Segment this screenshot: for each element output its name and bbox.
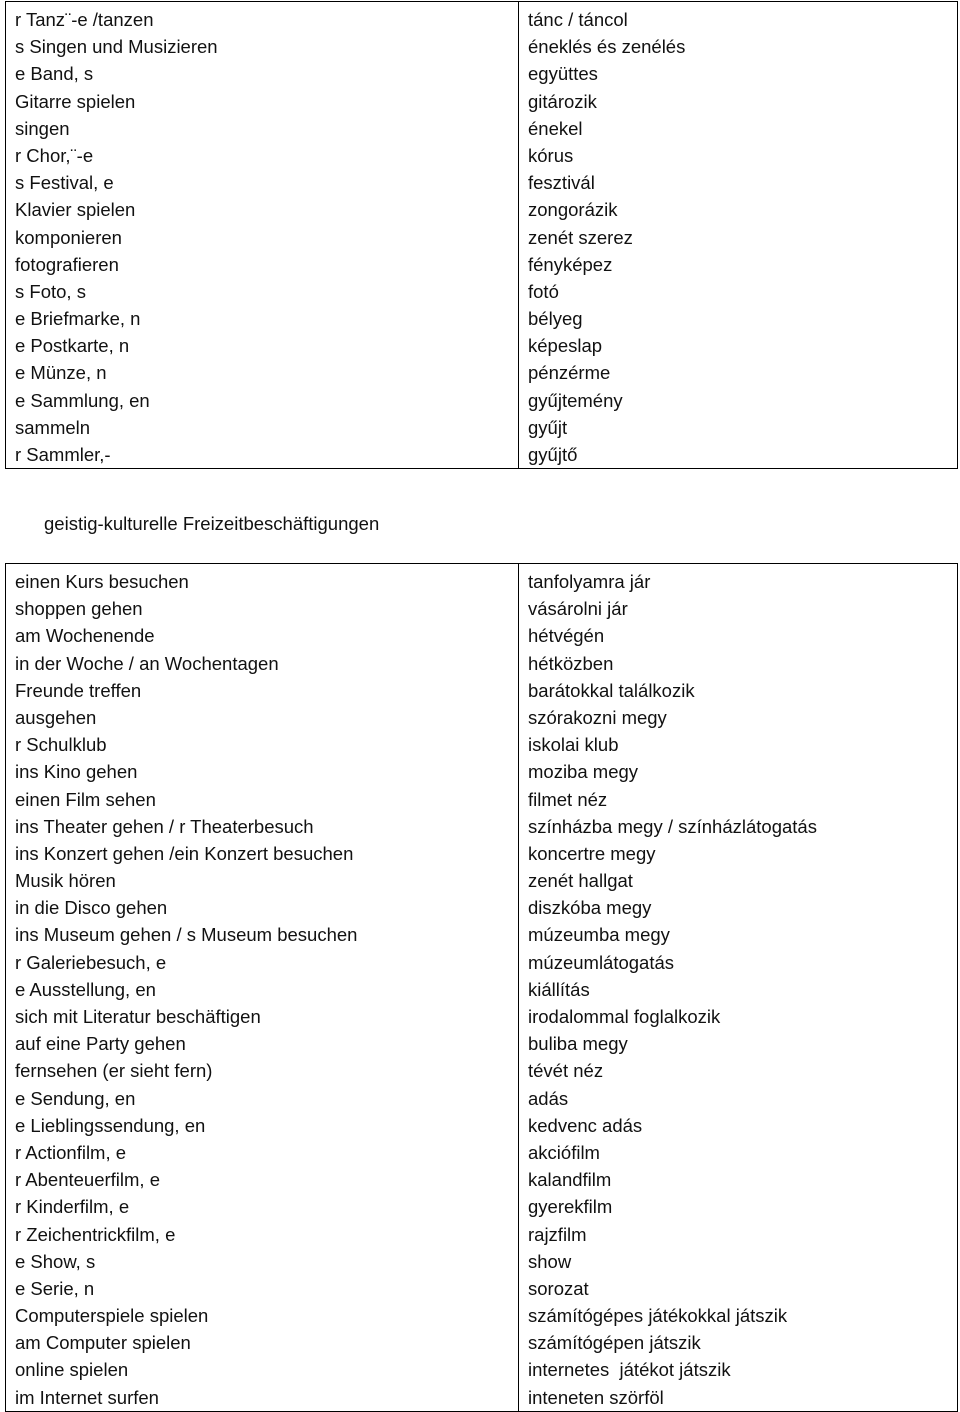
hungarian-term: éneklés és zenélés [528, 36, 686, 58]
hungarian-term: kedvenc adás [528, 1114, 643, 1136]
german-term: e Sendung, en [15, 1087, 136, 1109]
vocabulary-table-cultural [5, 563, 958, 1412]
german-term: r Abenteuerfilm, e [15, 1169, 160, 1191]
hungarian-term: énekel [528, 117, 583, 139]
hungarian-term: akciófilm [528, 1141, 600, 1163]
german-term: e Band, s [15, 63, 94, 85]
hungarian-term: tévét néz [528, 1060, 604, 1082]
german-term: r Schulklub [15, 734, 107, 756]
hungarian-term: gyerekfilm [528, 1196, 613, 1218]
german-term: ins Konzert gehen /ein Konzert besuchen [15, 842, 354, 864]
german-term: r Tanz¨-e /tanzen [15, 9, 154, 30]
german-term: in der Woche / an Wochentagen [15, 652, 279, 674]
hungarian-term: gyűjtő [528, 444, 578, 465]
section-heading: geistig-kulturelle Freizeitbeschäftigungen [44, 513, 380, 534]
hungarian-term: rajzfilm [528, 1223, 587, 1245]
hungarian-term: kiállítás [528, 978, 590, 1000]
hungarian-term: filmet néz [528, 788, 608, 810]
german-term: Musik hören [15, 870, 116, 892]
german-term: in die Disco gehen [15, 897, 168, 919]
german-term: am Wochenende [15, 625, 155, 647]
hungarian-term: hétvégén [528, 625, 605, 647]
hungarian-term: múzeumlátogatás [528, 951, 675, 973]
vocabulary-table-hobbies [5, 1, 958, 469]
german-term: e Münze, n [15, 362, 107, 384]
german-term: e Show, s [15, 1250, 96, 1272]
german-term: r Kinderfilm, e [15, 1196, 130, 1218]
german-term: auf eine Party gehen [15, 1033, 186, 1055]
german-term: e Serie, n [15, 1277, 95, 1299]
hungarian-column [519, 564, 958, 1412]
hungarian-term: adás [528, 1087, 569, 1109]
hungarian-term: színházba megy / színházlátogatás [528, 815, 817, 837]
german-term: r Chor,¨-e [15, 144, 94, 166]
hungarian-term: képeslap [528, 335, 603, 357]
german-term: r Zeichentrickfilm, e [15, 1223, 176, 1245]
german-term: einen Kurs besuchen [15, 571, 189, 592]
hungarian-term: tanfolyamra jár [528, 571, 651, 592]
german-term: am Computer spielen [15, 1332, 191, 1354]
german-term: e Postkarte, n [15, 335, 130, 357]
hungarian-term: tánc / táncol [528, 9, 628, 30]
german-term: singen [15, 117, 70, 139]
hungarian-term: vásárolni jár [528, 598, 628, 620]
german-term: Computerspiele spielen [15, 1305, 209, 1327]
hungarian-term: hétközben [528, 652, 614, 674]
german-term: einen Film sehen [15, 788, 156, 810]
hungarian-term: iskolai klub [528, 734, 619, 756]
hungarian-term: kalandfilm [528, 1169, 612, 1191]
hungarian-term: inteneten szörföl [528, 1386, 664, 1408]
german-term: e Sammlung, en [15, 389, 150, 411]
german-term: s Singen und Musizieren [15, 36, 218, 58]
german-term: e Ausstellung, en [15, 978, 156, 1000]
hungarian-term: sorozat [528, 1277, 589, 1299]
hungarian-term: gyűjt [528, 416, 568, 438]
german-term: ins Kino gehen [15, 761, 138, 783]
german-term: e Briefmarke, n [15, 308, 141, 330]
german-term: ausgehen [15, 706, 97, 728]
german-column [6, 564, 519, 1412]
hungarian-term: szórakozni megy [528, 706, 667, 728]
german-term: komponieren [15, 226, 122, 248]
german-term: fotografieren [15, 253, 119, 275]
hungarian-term: diszkóba megy [528, 897, 652, 919]
hungarian-term: fotó [528, 280, 559, 302]
german-column [6, 2, 519, 469]
hungarian-term: gitározik [528, 90, 597, 112]
german-term: r Actionfilm, e [15, 1141, 127, 1163]
german-term: s Festival, e [15, 172, 114, 194]
german-term: e Lieblingssendung, en [15, 1114, 206, 1136]
hungarian-term: buliba megy [528, 1033, 628, 1055]
german-term: r Sammler,- [15, 444, 111, 465]
german-term: r Galeriebesuch, e [15, 951, 167, 973]
hungarian-term: irodalommal foglalkozik [528, 1006, 721, 1027]
hungarian-term: gyűjtemény [528, 389, 623, 411]
hungarian-term: múzeumba megy [528, 924, 670, 946]
hungarian-term: zongorázik [528, 199, 618, 221]
german-term: Gitarre spielen [15, 90, 136, 112]
german-term: sich mit Literatur beschäftigen [15, 1006, 261, 1027]
german-term: ins Museum gehen / s Museum besuchen [15, 924, 358, 946]
german-term: Freunde treffen [15, 679, 142, 701]
hungarian-term: fesztivál [528, 172, 595, 194]
hungarian-term: koncertre megy [528, 842, 656, 864]
german-term: shoppen gehen [15, 598, 143, 620]
hungarian-term: internetes játékot játszik [528, 1359, 731, 1381]
hungarian-term: bélyeg [528, 308, 583, 330]
german-term: online spielen [15, 1359, 129, 1381]
hungarian-term: együttes [528, 63, 598, 85]
german-term: s Foto, s [15, 280, 86, 302]
hungarian-term: zenét szerez [528, 226, 633, 248]
hungarian-term: zenét hallgat [528, 870, 633, 892]
hungarian-term: számítógépes játékokkal játszik [528, 1305, 788, 1327]
german-term: im Internet surfen [15, 1386, 159, 1408]
hungarian-term: show [528, 1250, 572, 1272]
hungarian-term: moziba megy [528, 761, 639, 783]
hungarian-term: pénzérme [528, 362, 611, 384]
hungarian-column [519, 2, 958, 469]
hungarian-term: számítógépen játszik [528, 1332, 701, 1354]
hungarian-term: barátokkal találkozik [528, 679, 695, 701]
german-term: Klavier spielen [15, 199, 136, 221]
german-term: sammeln [15, 416, 91, 438]
hungarian-term: fényképez [528, 253, 613, 275]
hungarian-term: kórus [528, 144, 574, 166]
german-term: fernsehen (er sieht fern) [15, 1060, 213, 1082]
german-term: ins Theater gehen / r Theaterbesuch [15, 815, 314, 837]
